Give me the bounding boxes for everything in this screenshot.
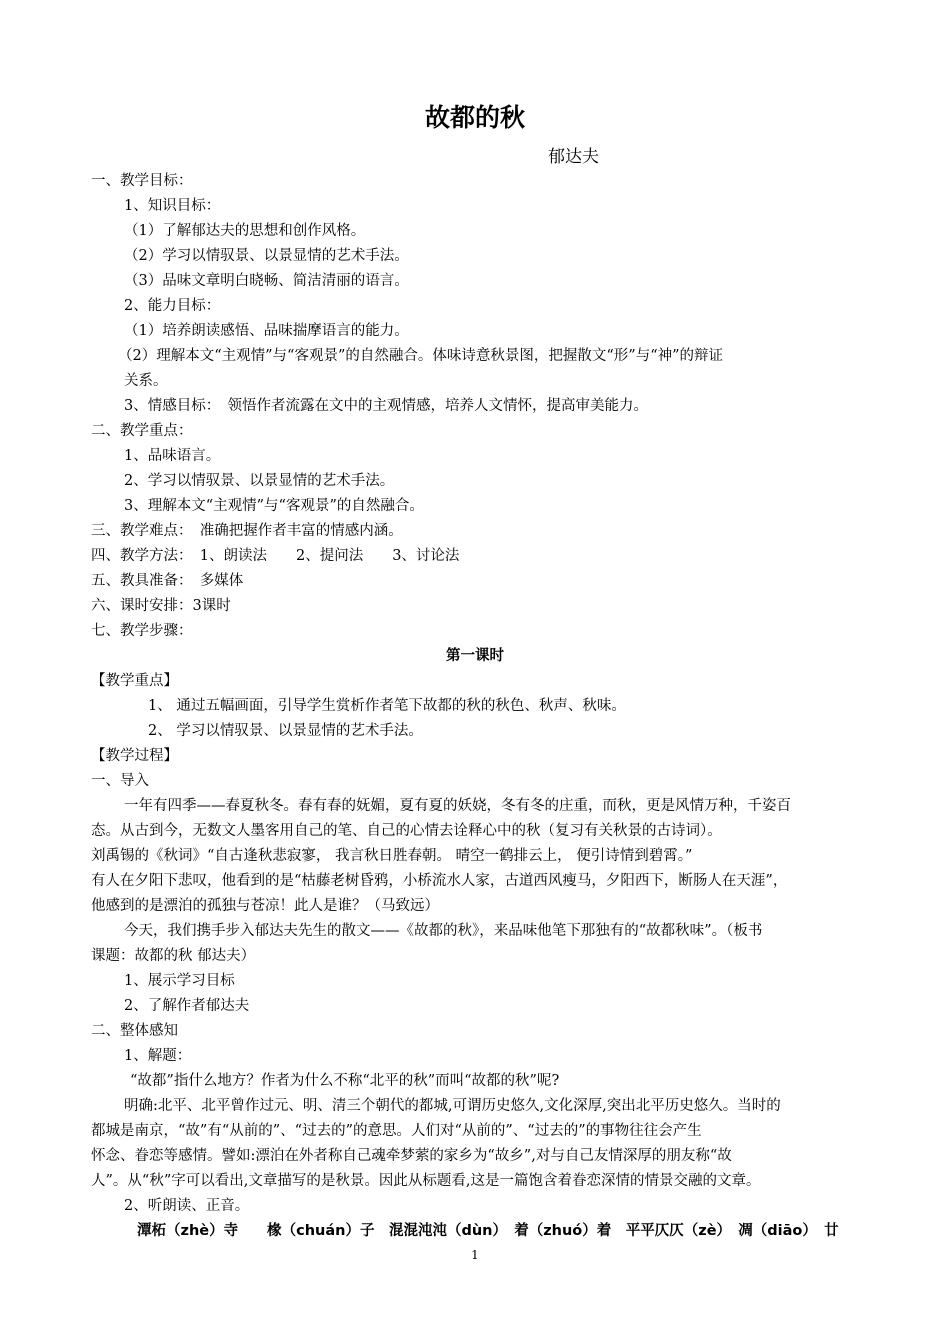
document-title: 故都的秋 <box>424 103 525 132</box>
subheading: 1、解题： <box>124 1048 192 1064</box>
list-item: （2）理解本文“主观情”与“客观景”的自然融合。体味诗意秋景图，把握散文“形”与“神”的辩证 <box>118 348 724 364</box>
section-heading: 五、教具准备： 多媒体 <box>91 573 244 589</box>
subheading: 2、听朗读、正音。 <box>124 1198 250 1214</box>
page-number: 1 <box>471 1248 479 1262</box>
list-item: （2）学习以情驭景、以景显情的艺术手法。 <box>124 248 409 264</box>
list-item: （1）培养朗读感悟、品味揣摩语言的能力。 <box>124 323 409 339</box>
lesson-heading: 第一课时 <box>446 648 504 664</box>
list-item: 3、理解本文“主观情”与“客观景”的自然融合。 <box>124 498 424 514</box>
paragraph-line: “故都”指什么地方？作者为什么不称“北平的秋”而叫“故都的秋”呢? <box>130 1073 560 1089</box>
author-name: 郁达夫 <box>548 147 599 167</box>
section-heading: 一、教学目标： <box>91 173 193 189</box>
paragraph-line: 人”。从“秋”字可以看出,文章描写的是秋景。因此从标题看,这是一篇饱含着眷恋深情的情景交融的文章。 <box>91 1173 761 1189</box>
bracket-heading: 【教学重点】 <box>91 673 178 689</box>
section-heading: 二、教学重点： <box>91 423 193 439</box>
section-heading: 六、课时安排：3课时 <box>91 598 231 614</box>
list-item-continuation: 关系。 <box>124 373 168 389</box>
pronunciation-line: 潭柘（zhè）寺 椽（chuán）子 混混沌沌（dùn） 着（zhuó）着 平平仄仄（zè） 凋（diāo） 廿 <box>137 1223 839 1239</box>
subheading: 3、情感目标： 领悟作者流露在文中的主观情感，培养人文情怀，提高审美能力。 <box>124 398 648 414</box>
paragraph-line: 今天，我们携手步入郁达夫先生的散文——《故都的秋》，来品味他笔下那独有的“故都秋味”。（板书 <box>124 923 763 939</box>
paragraph-line: 刘禹锡的《秋词》“自古逢秋悲寂寥， 我言秋日胜春朝。 晴空一鹤排云上， 便引诗情到碧霄。” <box>91 848 693 864</box>
paragraph-line: 有人在夕阳下悲叹，他看到的是“枯藤老树昏鸦，小桥流水人家，古道西风瘦马，夕阳西下，断肠人在天涯”， <box>91 873 788 889</box>
bracket-heading: 【教学过程】 <box>91 748 178 764</box>
paragraph-line: 他感到的是漂泊的孤独与苍凉！此人是谁？（马致远） <box>91 898 439 914</box>
section-heading: 四、教学方法： 1、朗读法 2、提问法 3、讨论法 <box>91 548 460 564</box>
subheading: 2、能力目标： <box>124 298 221 314</box>
section-heading: 二、整体感知 <box>91 1023 178 1039</box>
list-item: 2、了解作者郁达夫 <box>124 998 250 1014</box>
paragraph-line: 一年有四季——春夏秋冬。春有春的妩媚，夏有夏的妖娆，冬有冬的庄重，而秋，更是风情万种，千姿百 <box>124 798 791 814</box>
paragraph-line: 课题：故都的秋 郁达夫） <box>91 948 256 964</box>
paragraph-line: 都城是南京，“故”有“从前的”、“过去的”的意思。人们对“从前的”、“过去的”的事物往往会产生 <box>91 1123 702 1139</box>
section-heading: 一、导入 <box>91 773 149 789</box>
subheading: 1、知识目标： <box>124 198 221 214</box>
list-item: （3）品味文章明白晓畅、简洁清丽的语言。 <box>124 273 409 289</box>
paragraph-line: 态。从古到今，无数文人墨客用自己的笔、自己的心情去诠释心中的秋（复习有关秋景的古诗词）。 <box>91 823 722 839</box>
list-item: （1）了解郁达夫的思想和创作风格。 <box>124 223 366 239</box>
paragraph-line: 明确:北平、北平曾作过元、明、清三个朝代的都城,可谓历史悠久,文化深厚,突出北平历史悠久。当时的 <box>124 1098 781 1114</box>
list-item: 1、品味语言。 <box>124 448 221 464</box>
list-item: 2、 学习以情驭景、以景显情的艺术手法。 <box>148 723 423 739</box>
paragraph-line: 怀念、眷恋等感情。譬如:漂泊在外者称自己魂牵梦萦的家乡为“故乡”,对与自己友情深厚的朋友称“故 <box>91 1148 732 1164</box>
list-item: 2、学习以情驭景、以景显情的艺术手法。 <box>124 473 395 489</box>
list-item: 1、展示学习目标 <box>124 973 235 989</box>
section-heading: 三、教学难点： 准确把握作者丰富的情感内涵。 <box>91 523 403 539</box>
section-heading: 七、教学步骤： <box>91 623 193 639</box>
list-item: 1、 通过五幅画面，引导学生赏析作者笔下故都的秋的秋色、秋声、秋味。 <box>148 698 626 714</box>
